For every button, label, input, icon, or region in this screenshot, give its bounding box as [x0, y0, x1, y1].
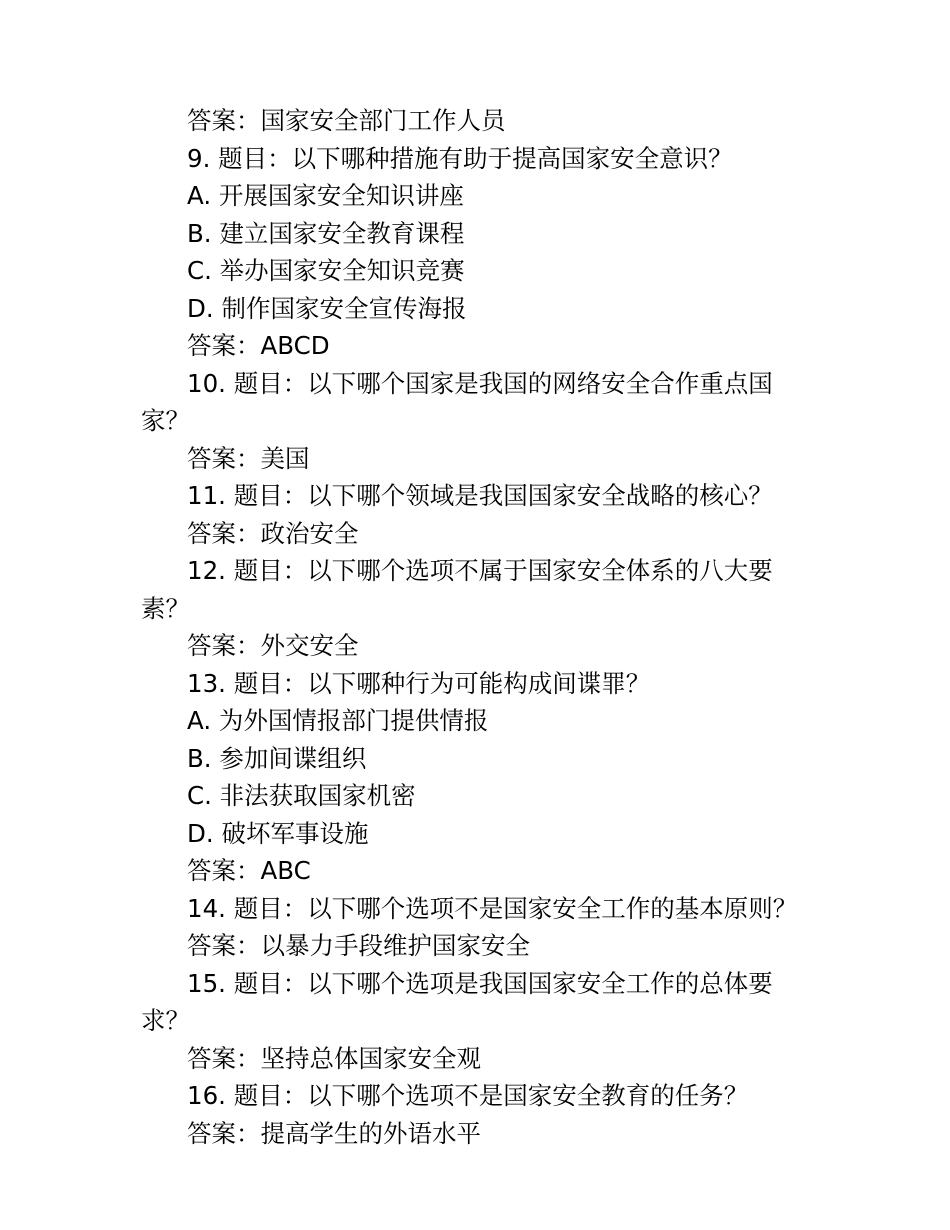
question-line: 12. 题目：以下哪个选项不属于国家安全体系的八大要素？	[141, 556, 773, 623]
option-line: D. 制作国家安全宣传海报	[187, 293, 467, 323]
question-line: 10. 题目：以下哪个国家是我国的网络安全合作重点国家？	[141, 368, 773, 435]
question-line: 15. 题目：以下哪个选项是我国国家安全工作的总体要求？	[141, 968, 773, 1035]
answer-line: 答案：美国	[187, 443, 310, 473]
option-line: B. 参加间谍组织	[187, 743, 367, 773]
answer-line: 答案：国家安全部门工作人员	[187, 106, 506, 135]
option-line: C. 非法获取国家机密	[187, 781, 416, 810]
option-line: D. 破坏军事设施	[187, 818, 369, 848]
question-line: 9. 题目：以下哪种措施有助于提高国家安全意识？	[187, 143, 733, 173]
option-line: A. 为外国情报部门提供情报	[187, 706, 489, 735]
question-line: 16. 题目：以下哪个选项不是国家安全教育的任务？	[187, 1081, 749, 1110]
question-line: 13. 题目：以下哪种行为可能构成间谍罪？	[187, 668, 651, 698]
answer-line: 答案：ABC	[187, 856, 311, 885]
option-line: B. 建立国家安全教育课程	[187, 218, 465, 248]
option-line: C. 举办国家安全知识竞赛	[187, 256, 465, 285]
answer-line: 答案：政治安全	[187, 518, 359, 548]
option-line: A. 开展国家安全知识讲座	[187, 181, 464, 210]
answer-line: 答案：坚持总体国家安全观	[187, 1043, 481, 1073]
answer-line: 答案：以暴力手段维护国家安全	[187, 931, 530, 960]
answer-line: 答案：外交安全	[187, 631, 359, 660]
answer-line: 答案：ABCD	[187, 331, 330, 360]
question-line: 14. 题目：以下哪个选项不是国家安全工作的基本原则？	[187, 893, 798, 923]
question-line: 11. 题目：以下哪个领域是我国国家安全战略的核心？	[187, 481, 773, 510]
answer-line: 答案：提高学生的外语水平	[187, 1118, 481, 1148]
document-body	[141, 102, 801, 1152]
